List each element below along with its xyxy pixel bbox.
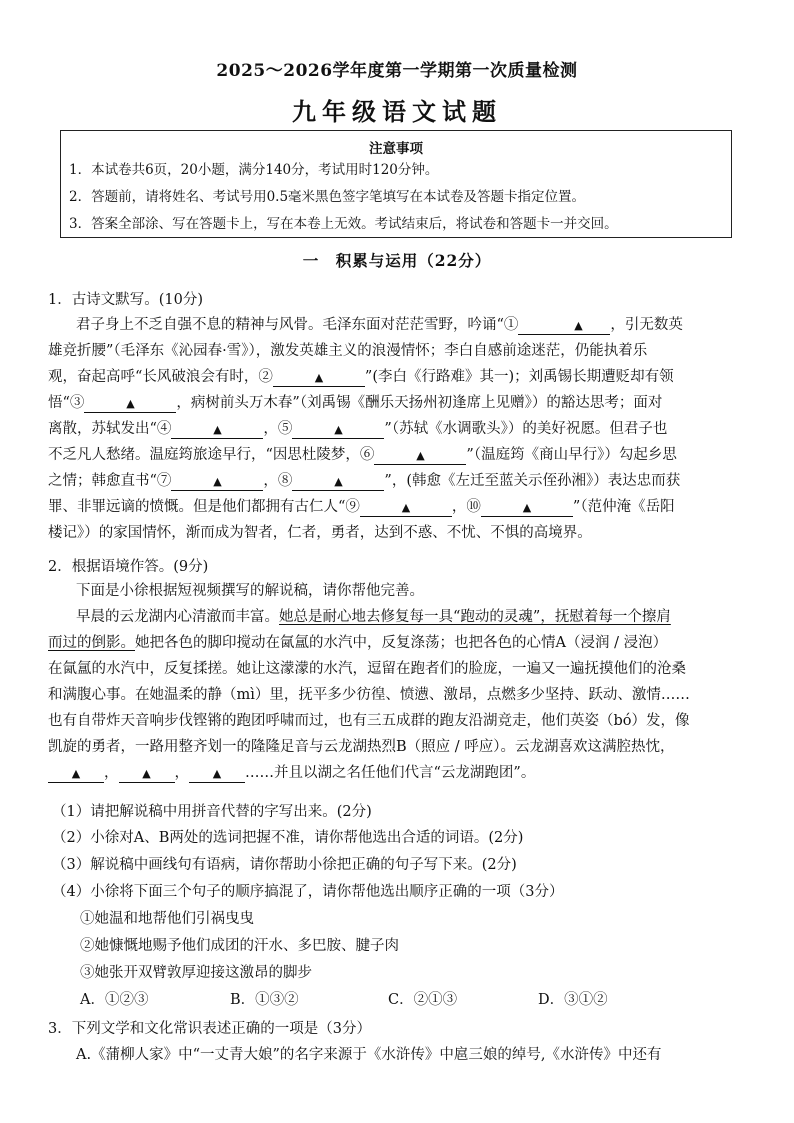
notice-line: 2．答题前，请将姓名、考试号用0.5毫米黑色签字笔填写在本试卷及答题卡指定位置。 [69,189,586,205]
text-line: 不乏凡人愁绪。温庭筠旅途早行，“因思杜陵梦，⑥ ▲ ”（温庭筠《商山早行》）勾起乡思 [48,447,677,463]
text-line: 罪、非罪远谪的愤慨。但是他们都拥有古仁人“⑨ ▲ ，⑩ ▲ ”（范仲淹《岳阳 [48,499,675,515]
exam-title: 2025～2026学年度第一学期第一次质量检测 [216,61,578,81]
notice-line: 3．答案全部涂、写在答题卡上，写在本卷上无效。考试结束后，将试卷和答题卡一并交回。 [69,216,618,232]
answer-blank[interactable]: ▲ [119,765,175,783]
q2-intro: 下面是小徐根据短视频撰写的解说稿，请你帮他完善。 [76,583,424,599]
q1-stem: 1．古诗文默写。(10分) [48,292,203,308]
text-line: ▲ ， ▲ ， ▲ ……并且以湖之名任他们代言“云龙湖跑团”。 [48,760,742,786]
answer-blank[interactable]: ▲ [273,369,365,387]
notice-box [60,130,732,238]
sentence-3: ③她张开双臂敦厚迎接这激昂的脚步 [80,965,312,981]
text-line: 楼记》）的家国情怀，渐而成为智者，仁者，勇者，达到不惑、不忧、不惧的高境界。 [48,525,592,541]
underlined-sentence: 她总是耐心地去修复每一具“跑动的灵魂”，抚慰着每一个擦肩 [279,609,671,625]
q2-subquestion-1: （1）请把解说稿中用拼音代替的字写出来。(2分) [52,804,372,820]
text-line: 悟“③ ▲ ，病树前头万木春”（刘禹锡《酬乐天扬州初逢席上见赠》）的豁达思考；面对 [48,395,663,411]
text-line: 和满腹心事。在她温柔的静（mì）里，抚平多少彷徨、愤懑、激昂，点燃多少坚持、跃动、激情…… [48,687,690,703]
option-a[interactable]: A．①②③ [80,992,149,1008]
answer-blank[interactable]: ▲ [171,421,263,439]
q2-subquestion-4: （4）小徐将下面三个句子的顺序搞混了，请你帮他选出顺序正确的一项（3分） [52,884,564,900]
text-line: 在氤氲的水汽中，反复揉搓。她让这濛濛的水汽，逗留在跑者们的脸庞，一遍又一遍抚摸他们的沧桑 [48,661,686,677]
q3-option-a[interactable]: A.《蒲柳人家》中“一丈青大娘”的名字来源于《水浒传》中扈三娘的绰号,《水浒传》中还有 [76,1047,662,1063]
text-line: 凯旋的勇者，一路用整齐划一的隆隆足音与云龙湖热烈B（照应 / 呼应）。云龙湖喜欢这满腔热忱， [48,739,675,755]
q3-stem: 3．下列文学和文化常识表述正确的一项是（3分） [48,1021,371,1037]
q2-subquestion-2: （2）小徐对A、B两处的选词把握不准，请你帮他选出合适的词语。(2分) [52,830,524,846]
underlined-sentence: 而过的倒影。 [48,635,135,651]
text-line: 也有自带炸天音响步伐铿锵的跑团呼啸而过，也有三五成群的跑友沿湖竞走，他们英姿（bó）发，像 [48,713,690,729]
notice-line: 1．本试卷共6页，20小题，满分140分，考试用时120分钟。 [69,162,439,178]
answer-blank[interactable]: ▲ [481,499,573,517]
q2-passage [48,578,742,786]
answer-blank[interactable]: ▲ [189,765,245,783]
text-line: 君子身上不乏自强不息的精神与风骨。毛泽东面对茫茫雪野，吟诵“① ▲ ，引无数英 [76,317,683,333]
q2-subquestion-3: （3）解说稿中画线句有语病，请你帮助小徐把正确的句子写下来。(2分) [52,857,517,873]
section-title: 一 积累与运用（22分） [302,251,492,270]
text-line: 早晨的云龙湖内心清澈而丰富。她总是耐心地去修复每一具“跑动的灵魂”，抚慰着每一个擦肩 [76,609,671,625]
exam-subtitle: 九年级语文试题 [292,97,502,126]
answer-blank[interactable]: ▲ [292,421,384,439]
option-c[interactable]: C．②①③ [388,992,458,1008]
option-b[interactable]: B．①③② [230,992,299,1008]
q1-passage [48,312,742,546]
answer-blank[interactable]: ▲ [518,317,610,335]
answer-blank[interactable]: ▲ [48,765,104,783]
answer-blank[interactable]: ▲ [292,473,384,491]
text-line: 观，奋起高呼“长风破浪会有时，② ▲ ”(李白《行路难》其一)；刘禹锡长期遭贬却有领 [48,369,674,385]
text-line: 而过的倒影。她把各色的脚印搅动在氤氲的水汽中，反复涤荡；也把各色的心情A（浸润 / 浸泡） [48,635,668,651]
text-line: 离散，苏轼发出“④ ▲ ，⑤ ▲ ”（苏轼《水调歌头》）的美好祝愿。但君子也 [48,421,668,437]
answer-blank[interactable]: ▲ [374,447,466,465]
sentence-1: ①她温和地帮他们引祸曳曳 [80,911,254,927]
text-line: 雄竞折腰”（毛泽东《沁园春·雪》），激发英雄主义的浪漫情怀；李白自感前途迷茫，仍能执着乐 [48,343,648,359]
q2-stem: 2．根据语境作答。(9分) [48,559,209,575]
sentence-2: ②她慷慨地赐予他们成团的汗水、多巴胺、腱子肉 [80,938,399,954]
answer-blank[interactable]: ▲ [171,473,263,491]
notice-title: 注意事项 [369,141,423,157]
text-line: 之情；韩愈直书“⑦ ▲ ，⑧ ▲ ”，(韩愈《左迁至蓝关示侄孙湘》）表达忠而获 [48,473,681,489]
answer-blank[interactable]: ▲ [84,395,176,413]
option-d[interactable]: D．③①② [538,992,608,1008]
answer-blank[interactable]: ▲ [360,499,452,517]
